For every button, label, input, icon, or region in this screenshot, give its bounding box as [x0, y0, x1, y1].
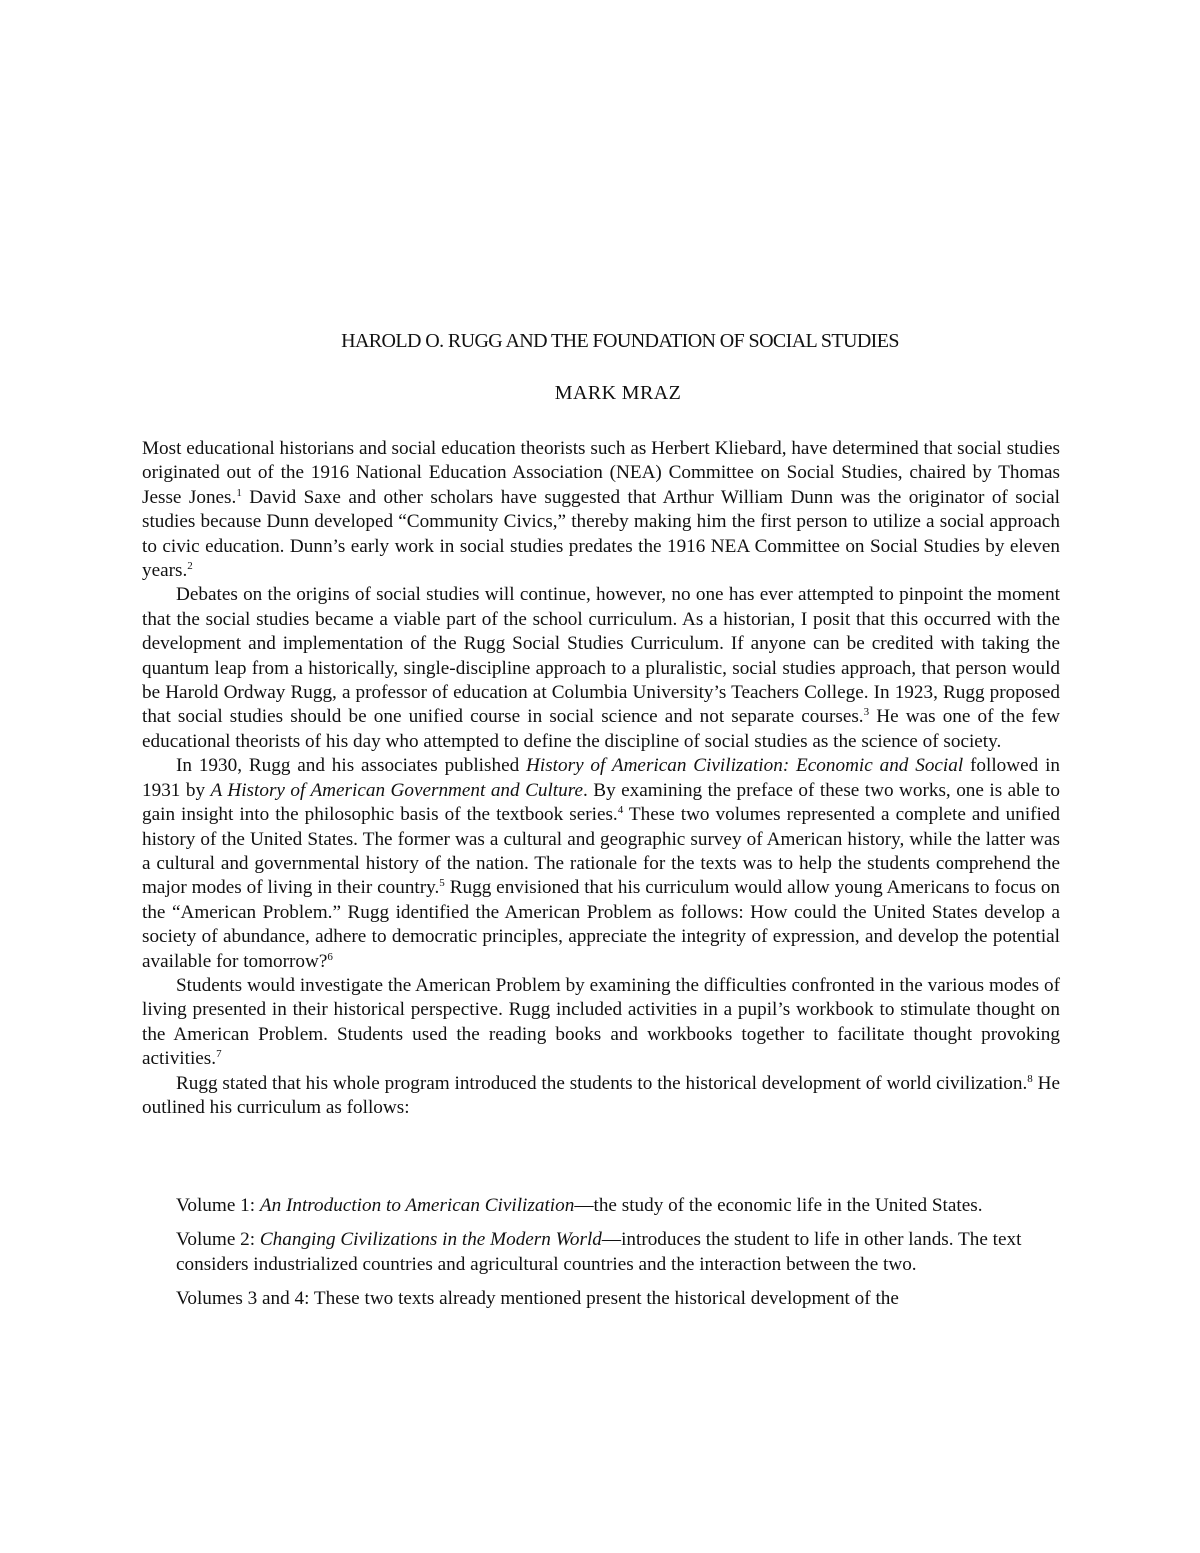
footnote-ref-7: 7 — [216, 1048, 222, 1061]
book-title: History of American Civilization: Economic and Social — [526, 755, 964, 777]
footnote-ref-6: 6 — [327, 950, 333, 963]
footnote-ref-8: 8 — [1027, 1072, 1033, 1085]
volume-description: —the study of the economic life in the United States. — [574, 1195, 983, 1216]
paragraph-2 — [142, 583, 1060, 754]
article-title: HAROLD O. RUGG AND THE FOUNDATION OF SOCIAL STUDIES — [341, 330, 899, 352]
footnote-ref-4: 4 — [617, 804, 624, 817]
text-run: He outlined his curriculum as follows: — [142, 1072, 1061, 1118]
text-run: Most educational historians and social education theorists such as Herbert Kliebard, have determined that social studies originated out of the 1916 National Education Association (NEA) Committee on Social Studies, chaired by Thomas Jesse Jones. — [142, 438, 1060, 508]
text-run: Students would investigate the American Problem by examining the difficulties confronted in the various modes of living presented in their historical perspective. Rugg included activities in a pupil’s workbook to stimulate thought on the American Problem. Students used the reading books and workbooks together to facilitate thought provoking activities. — [142, 974, 1060, 1070]
author-name: MARK MRAZ — [554, 382, 682, 404]
volume-label: Volumes 3 and 4: — [176, 1288, 314, 1310]
volume-book-title: An Introduction to American Civilization — [259, 1195, 575, 1216]
book-title: A History of American Government and Culture — [210, 779, 583, 801]
text-run: Debates on the origins of social studies will continue, however, no one has ever attempted to pinpoint the moment that the social studies became a viable part of the school curriculum. As a historian, I posit that this occurred with the development and implementation of the Rugg Social Studies Curriculum. If anyone can be credited with taking the quantum leap from a historically, single-discipline approach to a pluralistic, social studies approach, that person would be Harold Ordway Rugg, a professor of education at Columbia University’s Teachers College. In 1923, Rugg proposed that social studies should be one unified course in social science and not separate courses. — [142, 584, 1060, 728]
volume-entry — [176, 1194, 1022, 1218]
volume-description: —introduces the student to life in other lands. The text considers industrialized countries and agricultural countries and the interaction between the two. — [176, 1229, 1022, 1275]
text-run: In 1930, Rugg and his associates published — [176, 755, 527, 777]
text-run: Rugg envisioned that his curriculum would allow young Americans to focus on the “American Problem.” Rugg identified the American Problem as follows: How could the United States develop a society of abundance, adhere to democratic principles, appreciate the integrity of expression, and develop the potential available for tomorrow? — [142, 877, 1061, 972]
article-body — [142, 437, 1060, 1120]
paragraph-3 — [142, 754, 1060, 974]
paragraph-4 — [142, 974, 1060, 1072]
footnote-ref-5: 5 — [439, 877, 445, 890]
footnote-ref-2: 2 — [187, 560, 193, 573]
footnote-ref-3: 3 — [863, 706, 870, 719]
paragraph-1 — [142, 437, 1060, 583]
text-run: followed in 1931 by — [142, 755, 1060, 801]
paragraph-5 — [142, 1072, 1060, 1121]
text-run: . By examining the preface of these two works, one is able to gain insight into the philosophic basis of the textbook series. — [142, 779, 1060, 826]
volume-book-title: Changing Civilizations in the Modern World — [259, 1229, 602, 1251]
volume-description: These two texts already mentioned present the historical development of the — [313, 1288, 899, 1310]
text-run: These two volumes represented a complete and unified history of the United States. The former was a cultural and geographic survey of American history, while the latter was a cultural and governmental history of the nation. The rationale for the texts was to help the students comprehend the major modes of living in their country. — [142, 804, 1060, 899]
volume-label: Volume 1: — [176, 1195, 260, 1216]
volume-label: Volume 2: — [176, 1229, 260, 1251]
volume-entry — [176, 1228, 1022, 1277]
text-run: He was one of the few educational theorists of his day who attempted to define the discipline of social studies as the science of society. — [142, 706, 1060, 752]
text-run: David Saxe and other scholars have suggested that Arthur William Dunn was the originator of social studies because Dunn developed “Community Civics,” thereby making him the first person to utilize a social approach to civic education. Dunn’s early work in social studies predates the 1916 NEA Committee on Social Studies by eleven years. — [142, 486, 1061, 582]
curriculum-volume-list — [176, 1194, 1022, 1322]
text-run: Rugg stated that his whole program introduced the students to the historical development of world civilization. — [176, 1072, 1028, 1094]
footnote-ref-1: 1 — [236, 486, 242, 499]
volume-entry — [176, 1287, 1022, 1311]
